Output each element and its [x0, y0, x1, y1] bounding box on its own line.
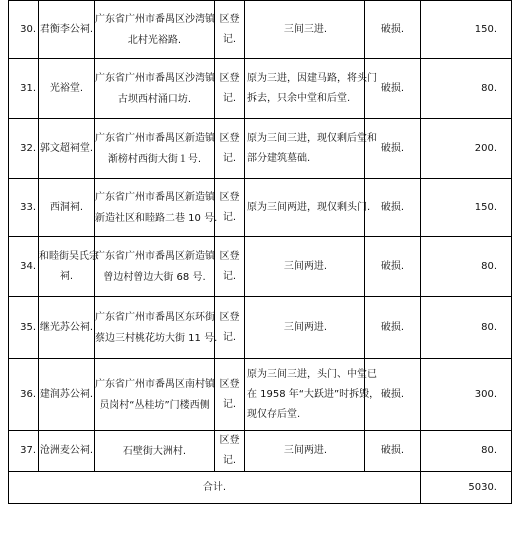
ancestral-hall-name [39, 119, 95, 179]
total-label: 合计. [9, 472, 421, 504]
damage-condition: 破损. [365, 119, 421, 179]
table-body [9, 1, 512, 504]
ancestral-hall-name [39, 359, 95, 431]
preservation-status [245, 179, 371, 237]
address-line: 员岗村“丛桂坊”门楼西侧 [99, 399, 210, 411]
area-value: 80. [421, 59, 512, 119]
name-line: 西洞祠. [49, 201, 84, 213]
address-line: 石壁街大洲村. [122, 445, 187, 457]
status-line: 三间两进. [283, 445, 328, 456]
damage-condition: 破损. [365, 297, 421, 359]
area-value: 80. [421, 431, 512, 472]
name-line: 和睦街吴氏宗 [39, 250, 99, 262]
protection-level: 区登记. [215, 59, 245, 119]
area-value: 80. [421, 237, 512, 297]
status-line: 原为三进，因建马路，将头门 [247, 72, 377, 84]
area-value: 150. [421, 1, 512, 59]
protection-level: 区登记. [215, 1, 245, 59]
preservation-status [245, 119, 377, 179]
address-line: 广东省广州市番禺区沙湾镇 [95, 13, 215, 25]
ancestral-hall-name [39, 297, 95, 359]
preservation-status [245, 1, 365, 59]
preservation-status [245, 359, 380, 431]
ancestral-hall-name [39, 431, 95, 472]
table-row [9, 119, 512, 179]
area-value: 150. [421, 179, 512, 237]
preservation-status [245, 237, 365, 297]
table-row [9, 1, 512, 59]
protection-level: 区登记. [215, 297, 245, 359]
address-line: 古坝西村涌口坊. [117, 93, 192, 105]
status-line: 拆去，只余中堂和后堂. [247, 92, 351, 104]
name-line: 祠. [59, 270, 74, 282]
name-line: 光裕堂. [49, 82, 84, 94]
address-line: 广东省广州市番禺区沙湾镇 [95, 72, 215, 84]
ancestral-hall-name [39, 1, 95, 59]
table-row [9, 59, 512, 119]
row-number: 30. [9, 1, 39, 59]
status-line: 在 1958 年“大跃进”时拆毁， [247, 388, 380, 400]
total-value: 5030. [421, 472, 512, 504]
ancestral-hall-name [39, 179, 95, 237]
row-number: 36. [9, 359, 39, 431]
address-cell [95, 1, 215, 59]
protection-level: 区登记. [215, 359, 245, 431]
preservation-status [245, 59, 377, 119]
address-line: 广东省广州市番禺区新造镇 [95, 191, 215, 203]
damage-condition: 破损. [365, 359, 421, 431]
address-cell [95, 297, 218, 359]
name-line: 继光苏公祠. [39, 321, 94, 333]
ancestral-hall-name [39, 59, 95, 119]
row-number: 37. [9, 431, 39, 472]
name-line: 郭文超祠堂. [39, 142, 94, 154]
address-line: 广东省广州市番禺区南村镇 [95, 378, 215, 390]
protection-level: 区登记. [215, 431, 245, 472]
name-line: 建润苏公祠. [39, 388, 94, 400]
table-row [9, 297, 512, 359]
damage-condition: 破损. [365, 1, 421, 59]
status-line: 部分建筑墓础. [247, 152, 311, 164]
address-line: 蔡边三村桃花坊大街 11 号. [95, 332, 218, 344]
area-value: 80. [421, 297, 512, 359]
address-line: 广东省广州市番禺区新造镇 [95, 250, 215, 262]
status-line: 三间三进. [283, 23, 328, 35]
address-cell [95, 59, 215, 119]
address-cell [95, 119, 215, 179]
address-line: 渐榜村西街大街１号. [107, 153, 202, 165]
preservation-status [245, 297, 365, 359]
row-number: 35. [9, 297, 39, 359]
table-row [9, 237, 512, 297]
area-value: 200. [421, 119, 512, 179]
address-line: 新造社区和睦路二巷 10 号. [95, 212, 218, 224]
row-number: 33. [9, 179, 39, 237]
table-row [9, 179, 512, 237]
damage-condition: 破损. [365, 179, 421, 237]
table-row [9, 359, 512, 431]
row-number: 34. [9, 237, 39, 297]
ancestral-hall-name [39, 237, 99, 297]
status-line: 三间两进. [283, 260, 328, 272]
address-cell [95, 179, 218, 237]
preservation-status [245, 431, 365, 472]
row-number: 31. [9, 59, 39, 119]
heritage-table [8, 0, 512, 504]
address-cell [95, 359, 215, 431]
address-line: 北村光裕路. [127, 34, 182, 46]
damage-condition: 破损. [365, 431, 421, 472]
status-line: 现仅存后堂. [247, 408, 301, 420]
status-line: 三间两进. [283, 321, 328, 333]
address-line: 曾边村曾边大街 68 号. [103, 271, 206, 283]
address-cell [95, 237, 215, 297]
row-number: 32. [9, 119, 39, 179]
address-cell [95, 431, 215, 472]
protection-level: 区登记. [215, 119, 245, 179]
address-line: 广东省广州市番禺区新造镇 [95, 132, 215, 144]
protection-level: 区登记. [215, 237, 245, 297]
name-line: 君衡李公祠. [39, 23, 94, 35]
address-line: 广东省广州市番禺区东环街 [95, 311, 215, 323]
table-row [9, 431, 512, 472]
damage-condition: 破损. [365, 59, 421, 119]
status-line: 原为三间三进，头门、中堂已 [247, 368, 377, 380]
status-line: 原为三间三进，现仅剩后堂和 [247, 132, 377, 144]
name-line: 沧洲麦公祠. [39, 445, 94, 456]
area-value: 300. [421, 359, 512, 431]
status-line: 原为三间两进，现仅剩头门. [247, 201, 371, 213]
protection-level: 区登记. [215, 179, 245, 237]
damage-condition: 破损. [365, 237, 421, 297]
total-row [9, 472, 512, 504]
